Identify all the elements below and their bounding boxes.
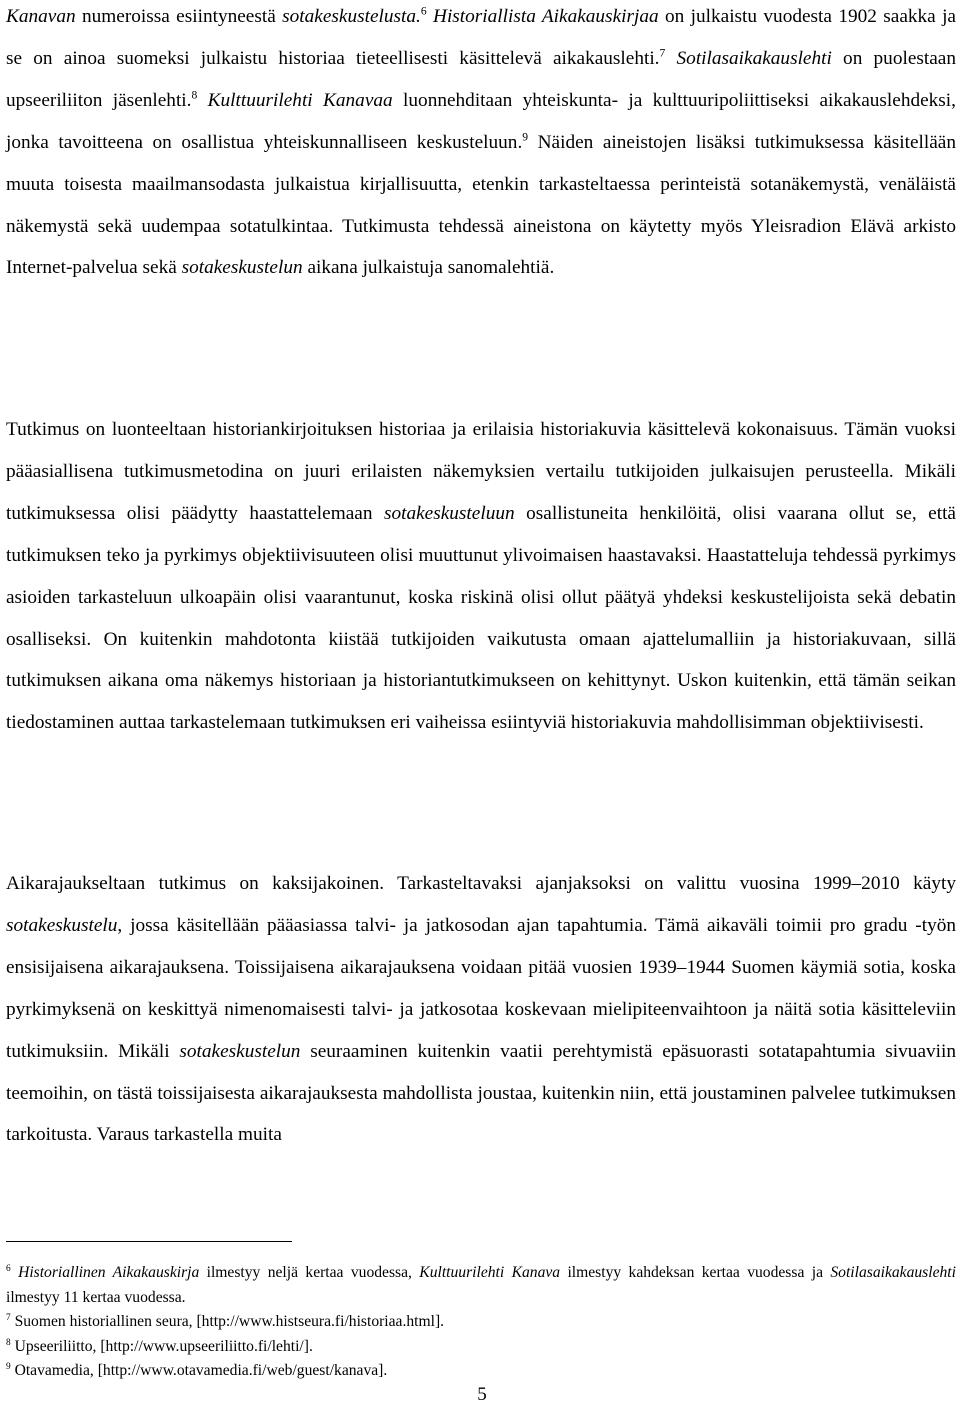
footnote-reference: 8 bbox=[191, 88, 198, 102]
text-run: Upseeriliitto, [http://www.upseeriliitto.fi/lehti/]. bbox=[10, 1337, 313, 1355]
footnote-9 bbox=[6, 1359, 956, 1384]
footnote-reference: 6 bbox=[420, 4, 427, 18]
italic-term: Historiallista Aikakauskirjaa bbox=[433, 6, 659, 27]
text-run bbox=[11, 1264, 18, 1281]
italic-term: Kanavan bbox=[6, 6, 76, 27]
text-run: ilmestyy 11 kertaa vuodessa. bbox=[6, 1288, 186, 1306]
text-run: Aikarajaukseltaan tutkimus on kaksijakoinen. Tarkasteltavaksi ajanjaksoksi on valittu vuosina 1999–2010 käyty bbox=[6, 873, 956, 894]
footnote-6 bbox=[6, 1261, 956, 1310]
text-run: Otavamedia, [http://www.otavamedia.fi/web/guest/kanava]. bbox=[10, 1362, 388, 1379]
paragraph-time-frame bbox=[6, 863, 956, 1156]
italic-term: Sotilasaikakauslehti bbox=[830, 1264, 956, 1281]
footnote-7 bbox=[6, 1310, 956, 1335]
footnote-reference: 7 bbox=[659, 46, 666, 60]
footnote-reference: 9 bbox=[6, 1361, 11, 1372]
italic-term: Historiallinen Aikakauskirja bbox=[18, 1264, 200, 1281]
text-run: osallistuneita henkilöitä, olisi vaarana ollut se, että tutkimuksen teko ja pyrkimys objektiivisuuteen olisi muuttunut ylivoimaisen haastavaksi. Haastatteluja tehdessä pyrkimys asioiden tarkasteluun ulkoapäin olisi vaarantunut, koska riskinä olisi ollut päätyä yhdeksi keskustelijoista sekä debatin osalliseksi. On kuitenkin mahdotonta kiistää tutkijoiden vaikutusta omaan ajattelumalliin ja historiakuvaan, sillä tutkimuksen aikana oma näkemys historiaan ja historiantutkimukseen on kehittynyt. Uskon kuitenkin, että tämän seikan tiedostaminen auttaa tarkastelemaan tutkimuksen eri vaiheissa esiintyviä historiakuvia mahdollisimman objektiivisesti. bbox=[6, 502, 956, 734]
italic-term: sotakeskustelun bbox=[179, 1040, 301, 1062]
text-run: Tutkimus on luonteeltaan historiankirjoituksen historiaa ja erilaisia historiakuvia käsittelevä kokonaisuus. Tämän vuoksi pääasiallisena tutkimusmetodina on juuri erilaisten näkemyksien vertailu tutkijoiden julkaisujen perusteella. Mikäli tutkimuksessa olisi päädytty haastattelemaan bbox=[6, 419, 956, 524]
italic-term: sotakeskustelun bbox=[181, 257, 303, 279]
footnote-reference: 7 bbox=[6, 1312, 11, 1323]
italic-term: Sotilasaikakauslehti bbox=[676, 47, 832, 69]
text-run: ilmestyy kahdeksan kertaa vuodessa ja bbox=[560, 1264, 831, 1281]
text-run: aikana julkaistuja sanomalehtiä. bbox=[302, 257, 555, 279]
italic-term: sotakeskustelu bbox=[6, 914, 118, 936]
text-run: ilmestyy neljä kertaa vuodessa, bbox=[199, 1264, 420, 1281]
footnote-8 bbox=[6, 1335, 956, 1360]
footnote-reference: 9 bbox=[522, 130, 529, 144]
text-run bbox=[197, 90, 207, 111]
paragraph-methodology bbox=[6, 409, 956, 744]
text-run: numeroissa esiintyneestä bbox=[75, 6, 283, 27]
page-number: 5 bbox=[477, 1384, 487, 1405]
text-run: Suomen historiallinen seura, [http://www.histseura.fi/historiaa.html]. bbox=[10, 1313, 445, 1330]
text-run bbox=[665, 48, 676, 69]
italic-term: sotakeskusteluun bbox=[383, 502, 515, 524]
text-run: seuraaminen kuitenkin vaatii perehtymistä epäsuorasti sotatapahtumia sivuaviin teemoihin, on tästä toissijaisesta aikarajauksesta mahdollista joustaa, kuitenkin niin, että joustaminen palvelee tutkimuksen tarkoitusta. Varaus tarkastella muita bbox=[6, 1040, 956, 1146]
footnote-reference: 8 bbox=[6, 1337, 11, 1348]
text-run: luonnehditaan yhteiskunta- ja kulttuuripoliittiseksi aikakauslehdeksi, jonka tavoitteena on osallistua yhteiskunnalliseen keskusteluun. bbox=[6, 89, 956, 153]
footnote-reference: 6 bbox=[6, 1263, 11, 1274]
text-run: on puolestaan upseeriliiton jäsenlehti. bbox=[6, 47, 956, 111]
italic-term: sotakeskustelusta. bbox=[282, 6, 421, 27]
footnotes bbox=[6, 1261, 956, 1384]
italic-term: Kulttuurilehti Kanava bbox=[419, 1264, 561, 1281]
text-run: , jossa käsitellään pääasiassa talvi- ja jatkosodan ajan tapahtumia. Tämä aikaväli toimii pro gradu -työn ensisijaisena aikarajauksena. Toissijaisena aikarajauksena voidaan pitää vuosien 1939–1944 Suomen käymiä sotia, koska pyrkimyksenä on keskittyä nimenomaisesti talvi- ja jatkosotaa koskevaan mielipiteenvaihtoon ja näitä sotia käsitteleviin tutkimuksiin. Mikäli bbox=[6, 914, 956, 1062]
text-run: on julkaistu vuodesta 1902 saakka ja se on ainoa suomeksi julkaistu historiaa tieteellisesti käsittelevä aikakauslehti. bbox=[6, 6, 956, 69]
italic-term: Kulttuurilehti Kanavaa bbox=[207, 89, 393, 111]
footnote-separator bbox=[6, 1241, 292, 1242]
text-run: Näiden aineistojen lisäksi tutkimuksessa käsitellään muuta toisesta maailmansodasta julkaistua kirjallisuutta, etenkin tarkasteltaessa perinteistä sotanäkemystä, venäläistä näkemystä sekä uudempaa sotatulkintaa. Tutkimusta tehdessä aineistona on käytetty myös Yleisradion Elävä arkisto Internet-palvelua sekä bbox=[6, 131, 956, 279]
paragraph-sources bbox=[6, 0, 956, 289]
